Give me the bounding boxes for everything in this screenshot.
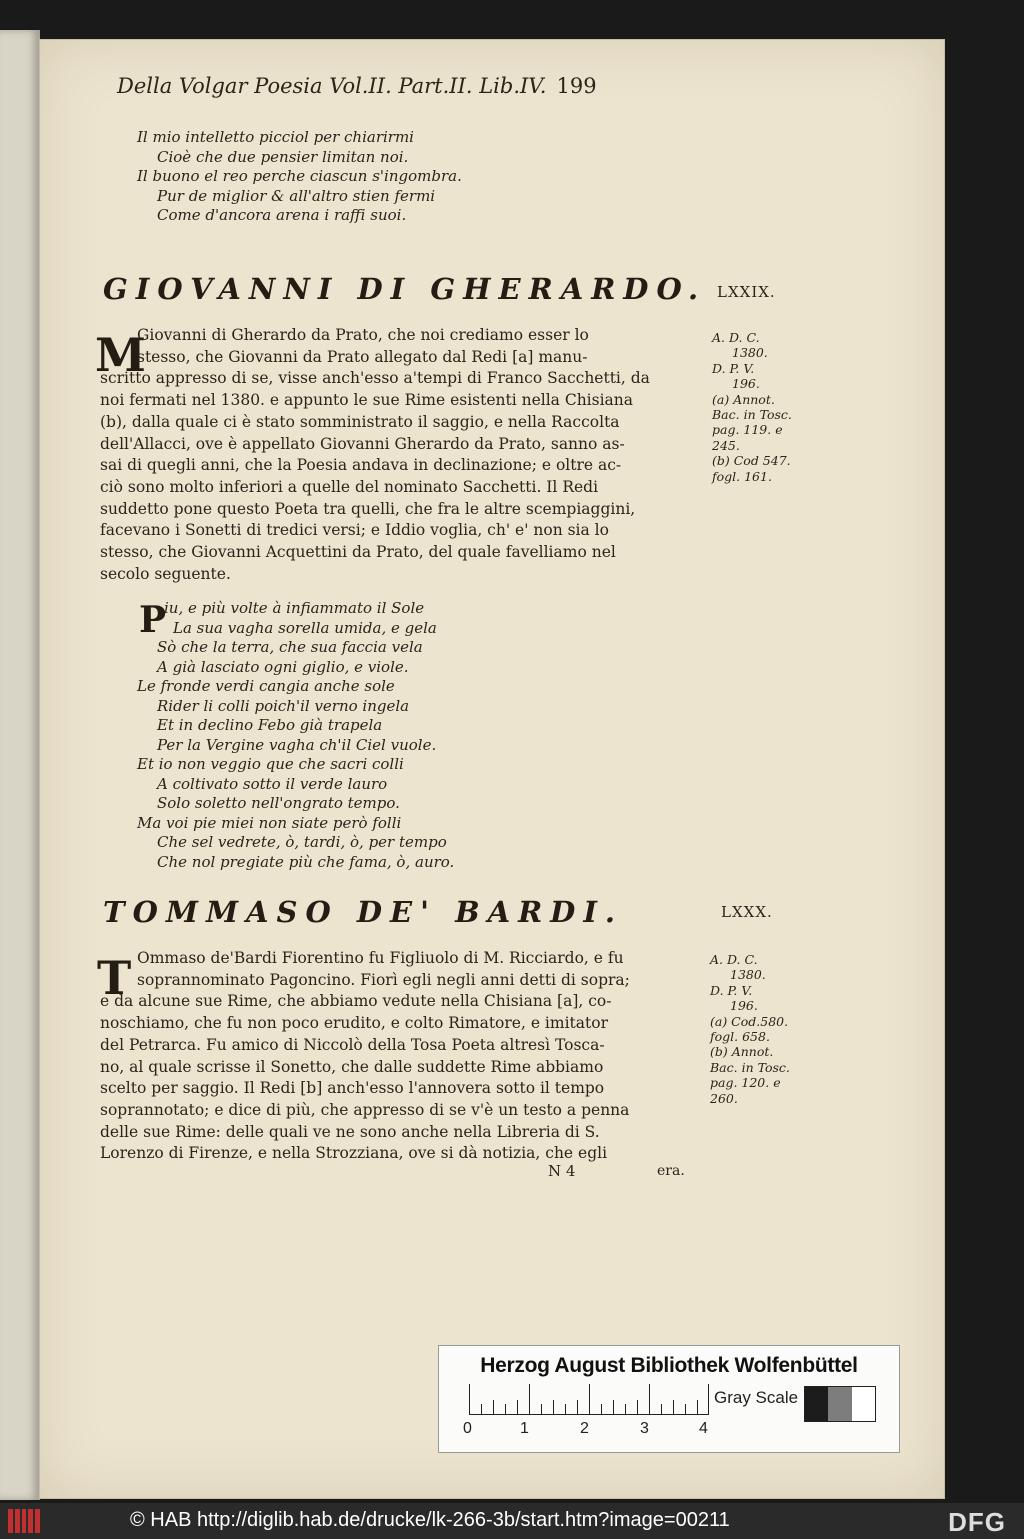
margin-note: fogl. 161.: [712, 468, 772, 484]
sonnet: [137, 599, 454, 872]
body-line: soprannotato; e dice di più, che appresso di se v'è un testo a penna: [100, 1100, 630, 1119]
body-line: stesso, che Giovanni da Prato allegato dal Redi [a] manu-: [137, 347, 588, 366]
verse-top: [137, 128, 462, 226]
margin-note: 1380.: [732, 345, 768, 361]
margin-note: (a) Annot.: [712, 391, 775, 407]
ruler-number: 1: [520, 1420, 529, 1437]
section-title: GIOVANNI DI GHERARDO.: [103, 272, 707, 306]
margin-notes: [712, 330, 792, 484]
viewer-footer: [0, 1503, 1024, 1539]
body-line: e da alcune sue Rime, che abbiamo vedute nella Chisiana [a], co-: [100, 992, 612, 1011]
adjacent-page-edge: [0, 30, 40, 1500]
section-body: [100, 948, 630, 1165]
page-number: 199: [556, 74, 597, 98]
margin-notes: [710, 952, 790, 1106]
drop-cap: M: [95, 328, 146, 382]
signature-mark: N 4: [548, 1162, 576, 1180]
margin-note: A. D. C.: [710, 952, 758, 967]
body-line: (b), dalla quale ci è stato somministrato il saggio, e nella Raccolta: [100, 412, 620, 431]
copyright-link[interactable]: © HAB http://diglib.hab.de/drucke/lk-266-3b/start.htm?image=00211: [130, 1509, 730, 1531]
library-name: Herzog August Bibliothek Wolfenbüttel: [480, 1354, 858, 1377]
gray-scale-label: Gray Scale: [714, 1388, 799, 1407]
verse-line: Et in declino Febo già trapela: [157, 716, 383, 734]
verse-line: Come d'ancora arena i raffi suoi.: [157, 206, 407, 224]
body-line: Lorenzo di Firenze, e nella Strozziana, ove si dà notizia, che egli: [100, 1144, 608, 1163]
ruler-number: 4: [699, 1420, 708, 1437]
dfg-logo: DFG: [948, 1507, 1006, 1537]
ruler-ticks: [469, 1384, 709, 1415]
verse-line: La sua vagha sorella umida, e gela: [173, 618, 437, 637]
margin-note: 245.: [712, 437, 740, 453]
verse-line: Cioè che due pensier limitan noi.: [157, 147, 409, 166]
poem-drop-cap: P: [139, 599, 167, 641]
body-line: no, al quale scrisse il Sonetto, che dalle suddette Rime abbiamo: [100, 1057, 604, 1076]
body-line: del Petrarca. Fu amico di Niccolò della Tosa Poeta altresì Tosca-: [100, 1035, 605, 1054]
verse-line: Solo soletto nell'ongrato tempo.: [157, 794, 400, 812]
verse-line: Rider li colli poich'il verno ingela: [157, 696, 410, 715]
body-line: ciò sono molto inferiori a quelle del nominato Sacchetti. Il Redi: [100, 477, 599, 496]
margin-note: 196.: [730, 998, 758, 1014]
margin-note: Bac. in Tosc.: [712, 407, 792, 423]
margin-note: A. D. C.: [712, 330, 760, 345]
body-line: scritto appresso di se, visse anch'esso a'tempi di Franco Sacchetti, da: [100, 369, 650, 388]
margin-note: (b) Annot.: [710, 1044, 774, 1060]
body-line: sai di quegli anni, che la Poesia andava in declinazione; e oltre ac-: [100, 456, 622, 475]
body-line: Ommaso de'Bardi Fiorentino fu Figliuolo di M. Ricciardo, e fu: [137, 949, 624, 967]
ruler-number: 3: [640, 1420, 649, 1437]
ruler-number: 2: [580, 1420, 589, 1437]
gray-scale-patches: [804, 1386, 876, 1422]
verse-line: Ma voi pie miei non siate però folli: [137, 813, 402, 832]
running-title: Della Volgar Poesia Vol.II. Part.II. Lib.IV.: [117, 74, 547, 98]
margin-note: (a) Cod.580.: [710, 1013, 789, 1029]
color-scale-target: [438, 1345, 900, 1453]
margin-note: fogl. 658.: [710, 1029, 770, 1045]
body-line: noi fermati nel 1380. e appunto le sue Rime esistenti nella Chisiana: [100, 391, 634, 410]
margin-note: Bac. in Tosc.: [710, 1059, 790, 1075]
body-line: noschiamo, che fu non poco erudito, e colto Rimatore, e imitator: [100, 1014, 608, 1033]
verse-line: Per la Vergine vagha ch'il Ciel vuole.: [157, 735, 437, 754]
margin-note: (b) Cod 547.: [712, 453, 791, 469]
body-line: stesso, che Giovanni Acquettini da Prato, del quale favelliamo nel: [100, 543, 616, 562]
verse-line: Il mio intelletto picciol per chiarirmi: [137, 128, 414, 146]
section-body: [100, 325, 650, 585]
margin-note: D. P. V.: [710, 982, 753, 998]
margin-note: 1380.: [730, 967, 766, 983]
section-number: LXXX.: [721, 903, 773, 921]
verse-line: Pur de miglior & all'altro stien fermi: [157, 186, 436, 205]
margin-note: 260.: [710, 1090, 738, 1106]
body-line: dell'Allacci, ove è appellato Giovanni Gherardo da Prato, sanno as-: [100, 434, 625, 453]
section-number: LXXIX.: [717, 283, 776, 301]
verse-line: Il buono el reo perche ciascun s'ingombra.: [137, 167, 462, 185]
body-line: secolo seguente.: [100, 564, 231, 583]
verse-line: Sò che la terra, che sua faccia vela: [157, 638, 423, 656]
margin-note: 196.: [732, 376, 760, 392]
verse-line: iu, e più volte à infiammato il Sole: [164, 599, 425, 617]
verse-line: Et io non veggio que che sacri colli: [137, 755, 404, 773]
margin-note: D. P. V.: [712, 360, 755, 376]
verse-line: Le fronde verdi cangia anche sole: [137, 677, 395, 695]
hab-logo-icon: [8, 1509, 40, 1533]
body-line: suddetto pone questo Poeta tra quelli, che fra le altre scempiaggini,: [100, 499, 636, 518]
body-line: scelto per saggio. Il Redi [b] anch'esso l'annovera sotto il tempo: [100, 1079, 605, 1098]
verse-line: A coltivato sotto il verde lauro: [157, 774, 388, 793]
running-header: [117, 74, 597, 98]
drop-cap: T: [97, 951, 132, 1005]
ruler-number: 0: [463, 1420, 472, 1437]
body-line: Giovanni di Gherardo da Prato, che noi crediamo esser lo: [137, 326, 589, 344]
verse-line: A già lasciato ogni giglio, e viole.: [157, 657, 409, 676]
margin-note: pag. 119. e: [712, 422, 783, 438]
catchword: era.: [657, 1163, 685, 1179]
verse-line: Che sel vedrete, ò, tardi, ò, per tempo: [157, 833, 447, 851]
body-line: facevano i Sonetti di tredici versi; e Iddio voglia, ch' e' non sia lo: [100, 521, 609, 540]
margin-note: pag. 120. e: [710, 1075, 781, 1091]
section-title: TOMMASO DE' BARDI.: [103, 895, 623, 929]
verse-line: Che nol pregiate più che fama, ò, auro.: [157, 852, 455, 871]
body-line: soprannominato Pagoncino. Fiorì egli negli anni detti di sopra;: [137, 970, 630, 989]
body-line: delle sue Rime: delle quali ve ne sono anche nella Libreria di S.: [100, 1122, 600, 1141]
